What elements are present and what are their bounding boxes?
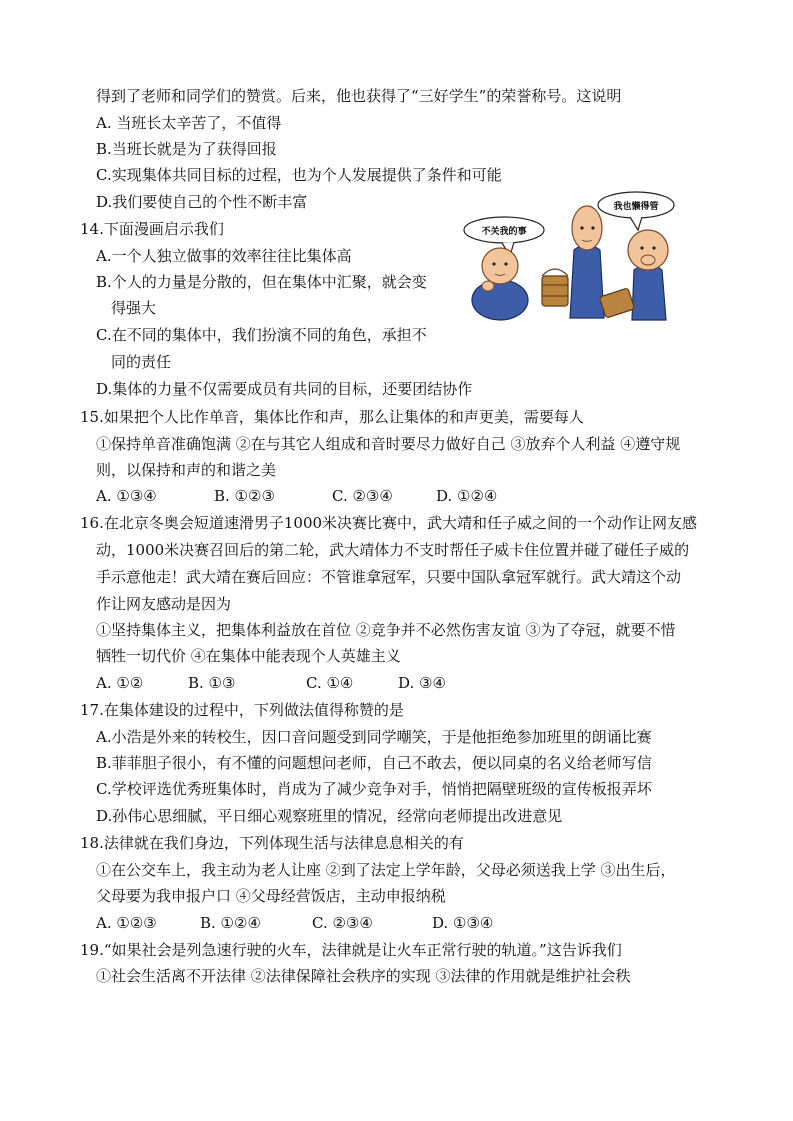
q17-option-c: C.学校评选优秀班集体时，肖成为了减少竞争对手，悄悄把隔壁班级的宣传板报弄坏	[96, 780, 652, 798]
q13-option-d: D.我们要使自己的个性不断丰富	[96, 193, 308, 211]
bubble-right-text: 我也懒得管	[613, 202, 659, 212]
q17-option-a: A.小浩是外来的转校生，因口音问题受到同学嘲笑，于是他拒绝参加班里的朗诵比赛	[96, 728, 652, 746]
q15-items-2: 则，以保持和声的和谐之美	[96, 461, 277, 479]
q16-items-1: ①坚持集体主义，把集体利益放在首位 ②竞争并不必然伤害友谊 ③为了夺冠，就要不惜	[96, 621, 676, 639]
q18-stem: 18.法律就在我们身边，下列体现生活与法律息息相关的有	[80, 834, 464, 852]
q18-option-b: B. ①②④	[200, 914, 261, 932]
q14-option-c: C.在不同的集体中，我们扮演不同的角色，承担不	[96, 326, 427, 344]
q14-stem: 14.下面漫画启示我们	[80, 220, 224, 238]
q14-option-a: A.一个人独立做事的效率往往比集体高	[96, 247, 352, 265]
q16-option-c: C. ①④	[306, 674, 354, 692]
q14-option-c-cont: 同的责任	[111, 353, 172, 371]
q16-stem-4: 作让网友感动是因为	[96, 595, 232, 613]
q13-stem-tail: 得到了老师和同学们的赞赏。后来，他也获得了“三好学生”的荣誉称号。这说明	[96, 87, 622, 105]
q18-items-2: 父母要为我申报户口 ④父母经营饭店，主动申报纳税	[96, 887, 446, 905]
q15-items-1: ①保持单音准确饱满 ②在与其它人组成和音时要尽力做好自己 ③放弃个人利益 ④遵守规	[96, 435, 681, 453]
q14-option-d: D.集体的力量不仅需要成员有共同的目标，还要团结协作	[96, 380, 473, 398]
monk-tall-icon	[570, 206, 604, 318]
q18-items-1: ①在公交车上，我主动为老人让座 ②到了法定上学年龄，父母必须送我上学 ③出生后，	[96, 861, 676, 879]
q16-option-b: B. ①③	[188, 674, 236, 692]
q18-option-d: D. ①③④	[432, 914, 494, 932]
q16-option-a: A. ①②	[96, 674, 144, 692]
q15-option-b: B. ①②③	[214, 487, 275, 505]
q16-items-2: 牺牲一切代价 ④在集体中能表现个人英雄主义	[96, 647, 401, 665]
monk-sitting-icon	[472, 248, 528, 320]
q17-option-b: B.菲菲胆子很小，有不懂的问题想问老师，自己不敢去，便以同桌的名义给老师写信	[96, 754, 652, 772]
q18-option-c: C. ②③④	[312, 914, 373, 932]
q19-items-1: ①社会生活离不开法律 ②法律保障社会秩序的实现 ③法律的作用就是维护社会秩	[96, 967, 631, 985]
q14-option-b: B.个人的力量是分散的，但在集体中汇聚，就会变	[96, 273, 427, 291]
q16-stem-2: 动，1000米决赛召回后的第二轮，武大靖体力不支时帮任子威卡住位置并碰了碰任子威的	[96, 541, 690, 559]
q13-option-b: B.当班长就是为了获得回报	[96, 140, 277, 158]
q15-option-c: C. ②③④	[332, 487, 393, 505]
bubble-left-text: 不关我的事	[481, 227, 527, 237]
q17-option-d: D.孙伟心思细腻，平日细心观察班里的情况，经常向老师提出改进意见	[96, 807, 563, 825]
q17-stem: 17.在集体建设的过程中，下列做法值得称赞的是	[80, 701, 404, 719]
q14-option-b-cont: 得强大	[111, 299, 157, 317]
tipped-bucket-icon	[599, 288, 634, 318]
q18-option-a: A. ①②③	[96, 914, 157, 932]
q18-options	[96, 913, 493, 933]
q15-stem: 15.如果把个人比作单音，集体比作和声，那么让集体的和声更美，需要每人	[80, 408, 584, 426]
q15-option-a: A. ①③④	[96, 487, 157, 505]
q13-option-a: A. 当班长太辛苦了，不值得	[96, 114, 282, 132]
q16-stem-1: 16.在北京冬奥会短道速滑男子1000米决赛比赛中，武大靖和任子威之间的一个动作让网友感	[80, 514, 698, 532]
cartoon-illustration	[462, 188, 732, 326]
q15-options	[96, 486, 497, 506]
q16-stem-3: 手示意他走！武大靖在赛后回应：不管谁拿冠军，只要中国队拿冠军就行。武大靖这个动	[96, 568, 682, 586]
q16-options	[96, 673, 446, 693]
q19-stem: 19.“如果社会是列急速行驶的火车，法律就是让火车正常行驶的轨道。”这告诉我们	[80, 941, 622, 959]
bucket-icon	[542, 269, 568, 306]
q15-option-d: D. ①②④	[436, 487, 498, 505]
q16-option-d: D. ③④	[398, 674, 446, 692]
q13-option-c: C.实现集体共同目标的过程，也为个人发展提供了条件和可能	[96, 166, 502, 184]
